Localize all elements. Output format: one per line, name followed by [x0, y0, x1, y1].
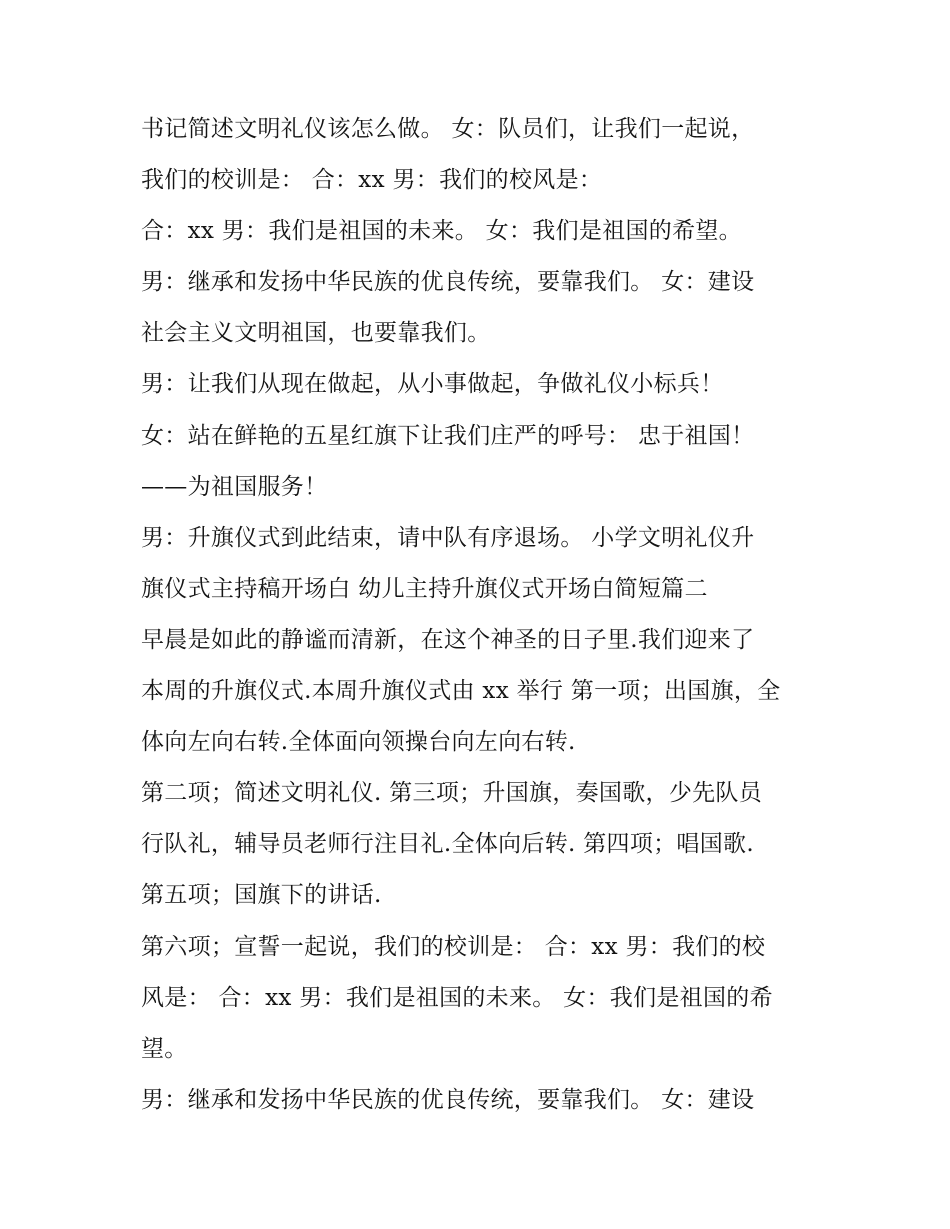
text-line: 第二项；简述文明礼仪. 第三项；升国旗，奏国歌，少先队员 — [141, 780, 763, 807]
text-line: 合：xx 男：我们是祖国的未来。 女：我们是祖国的希望。 — [141, 218, 742, 245]
text-line: 男：继承和发扬中华民族的优良传统，要靠我们。 女：建设 — [141, 269, 755, 296]
text-line: 体向左向右转.全体面向领操台向左向右转. — [141, 729, 576, 756]
text-line: 旗仪式主持稿开场白 幼儿主持升旗仪式开场白简短篇二 — [141, 575, 708, 602]
text-line: 早晨是如此的静谧而清新，在这个神圣的日子里.我们迎来了 — [141, 626, 755, 653]
text-line: 男：升旗仪式到此结束，请中队有序退场。 小学文明礼仪升 — [141, 524, 755, 551]
text-line: 社会主义文明祖国，也要靠我们。 — [141, 320, 491, 347]
text-line: 行队礼，辅导员老师行注目礼.全体向后转. 第四项；唱国歌. — [141, 831, 754, 858]
text-line: 男：继承和发扬中华民族的优良传统，要靠我们。 女：建设 — [141, 1086, 755, 1113]
text-line: 第六项；宣誓一起说，我们的校训是： 合：xx 男：我们的校 — [141, 933, 766, 960]
text-line: 本周的升旗仪式.本周升旗仪式由 xx 举行 第一项；出国旗，全 — [141, 678, 781, 705]
text-line: 望。 — [141, 1035, 188, 1062]
text-line: 男：让我们从现在做起，从小事做起，争做礼仪小标兵！ — [141, 371, 724, 398]
text-line: 书记简述文明礼仪该怎么做。 女：队员们，让我们一起说， — [141, 116, 755, 142]
text-line: 第五项；国旗下的讲话. — [141, 882, 382, 909]
text-line: 女：站在鲜艳的五星红旗下让我们庄严的呼号： 忠于祖国！ — [141, 422, 755, 449]
text-line: ——为祖国服务！ — [141, 473, 328, 500]
text-line: 我们的校训是： 合：xx 男：我们的校风是： — [141, 167, 603, 194]
body-text — [141, 104, 821, 1126]
text-line: 风是： 合：xx 男：我们是祖国的未来。 女：我们是祖国的希 — [141, 984, 773, 1011]
